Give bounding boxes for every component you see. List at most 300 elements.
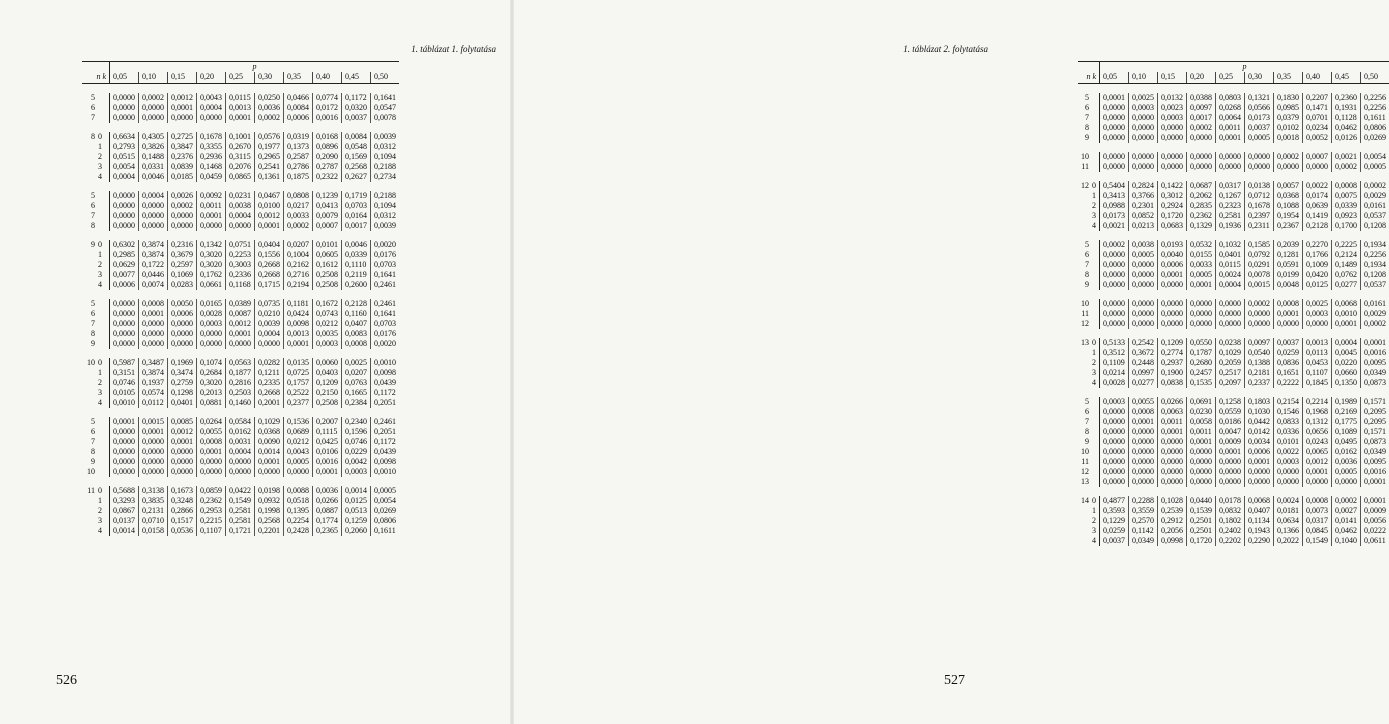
table-row bbox=[82, 398, 399, 408]
probability-cell: 0,0000 bbox=[110, 339, 139, 349]
probability-cell: 0,0027 bbox=[1332, 506, 1361, 516]
probability-cell: 0,0115 bbox=[226, 93, 255, 103]
probability-cell: 0,2597 bbox=[168, 260, 197, 270]
probability-cell: 0,0008 bbox=[1274, 299, 1303, 309]
probability-cell: 0,1517 bbox=[168, 516, 197, 526]
probability-cell: 0,1875 bbox=[284, 172, 313, 182]
probability-cell: 0,1229 bbox=[1100, 516, 1129, 526]
probability-cell: 0,0008 bbox=[139, 299, 168, 309]
row-n: 6 bbox=[91, 309, 95, 318]
page-number: 526 bbox=[56, 673, 77, 688]
probability-cell: 0,0000 bbox=[1100, 447, 1129, 457]
row-k: 2 bbox=[97, 152, 110, 162]
row-n bbox=[1078, 378, 1091, 388]
probability-cell: 0,0033 bbox=[284, 211, 313, 221]
row-n: 12 bbox=[1081, 181, 1089, 190]
probability-cell: 0,1028 bbox=[1158, 496, 1187, 506]
row-n: 9 bbox=[91, 457, 95, 466]
probability-cell: 0,2787 bbox=[313, 162, 342, 172]
probability-cell: 0,0873 bbox=[1361, 437, 1389, 447]
probability-cell: 0,0865 bbox=[226, 172, 255, 182]
row-k bbox=[1091, 133, 1100, 143]
probability-cell: 0,0422 bbox=[226, 486, 255, 496]
probability-cell: 0,2542 bbox=[1129, 338, 1158, 348]
probability-cell: 0,1934 bbox=[1361, 260, 1389, 270]
column-header: 0,50 bbox=[371, 72, 400, 84]
probability-cell: 0,0001 bbox=[1216, 133, 1245, 143]
probability-cell: 0,1665 bbox=[342, 388, 371, 398]
probability-cell: 0,0388 bbox=[1187, 93, 1216, 103]
probability-cell: 0,0054 bbox=[371, 496, 400, 506]
probability-cell: 0,2965 bbox=[255, 152, 284, 162]
probability-cell: 0,2384 bbox=[342, 398, 371, 408]
probability-cell: 0,0000 bbox=[139, 339, 168, 349]
probability-cell: 0,0336 bbox=[1274, 427, 1303, 437]
column-header: 0,50 bbox=[1361, 72, 1389, 84]
probability-cell: 0,1585 bbox=[1245, 240, 1274, 250]
row-n: 10 bbox=[1081, 299, 1089, 308]
probability-cell: 0,0008 bbox=[1303, 496, 1332, 506]
probability-cell: 0,1611 bbox=[1361, 113, 1389, 123]
probability-cell: 0,0559 bbox=[1216, 407, 1245, 417]
group-spacer bbox=[82, 349, 399, 358]
row-k bbox=[1091, 103, 1100, 113]
probability-cell: 0,0277 bbox=[1332, 280, 1361, 290]
probability-cell: 0,0259 bbox=[1100, 526, 1129, 536]
row-k: 4 bbox=[97, 526, 110, 536]
table-row bbox=[82, 221, 399, 231]
row-k bbox=[1091, 457, 1100, 467]
probability-cell: 0,0282 bbox=[255, 358, 284, 368]
probability-cell: 0,0036 bbox=[1332, 457, 1361, 467]
probability-cell: 0,0001 bbox=[1361, 496, 1389, 506]
probability-cell: 0,0000 bbox=[1129, 152, 1158, 162]
probability-cell: 0,0042 bbox=[342, 457, 371, 467]
probability-cell: 0,0045 bbox=[1332, 348, 1361, 358]
probability-cell: 0,0000 bbox=[1158, 299, 1187, 309]
probability-cell: 0,2501 bbox=[1187, 516, 1216, 526]
row-n bbox=[1078, 516, 1091, 526]
probability-cell: 0,0440 bbox=[1187, 496, 1216, 506]
table-row bbox=[1078, 280, 1389, 290]
column-header: 0,45 bbox=[1332, 72, 1361, 84]
row-k bbox=[1091, 427, 1100, 437]
row-n: 6 bbox=[91, 427, 95, 436]
row-k: 0 bbox=[1091, 496, 1100, 506]
probability-cell: 0,0034 bbox=[1245, 437, 1274, 447]
table-row bbox=[82, 152, 399, 162]
probability-cell: 0,0331 bbox=[139, 162, 168, 172]
probability-cell: 0,2059 bbox=[1216, 358, 1245, 368]
probability-cell: 0,2461 bbox=[371, 280, 400, 290]
probability-cell: 0,0001 bbox=[255, 221, 284, 231]
probability-cell: 0,0881 bbox=[197, 398, 226, 408]
table-row bbox=[1078, 397, 1389, 407]
nk-label: n k bbox=[1078, 72, 1100, 84]
row-n: 9 bbox=[1085, 437, 1089, 446]
probability-cell: 0,0264 bbox=[197, 417, 226, 427]
probability-cell: 0,1787 bbox=[1187, 348, 1216, 358]
table-row bbox=[82, 516, 399, 526]
probability-cell: 0,0000 bbox=[1129, 447, 1158, 457]
probability-cell: 0,0000 bbox=[1216, 457, 1245, 467]
probability-cell: 0,0001 bbox=[313, 467, 342, 477]
row-n bbox=[1078, 506, 1091, 516]
probability-cell: 0,0100 bbox=[255, 201, 284, 211]
row-k bbox=[1091, 123, 1100, 133]
row-k bbox=[97, 103, 110, 113]
probability-cell: 0,0021 bbox=[1332, 152, 1361, 162]
table-row bbox=[82, 211, 399, 221]
probability-cell: 0,0312 bbox=[371, 142, 400, 152]
probability-cell: 0,0317 bbox=[1303, 516, 1332, 526]
probability-cell: 0,0055 bbox=[1129, 397, 1158, 407]
probability-cell: 0,0050 bbox=[168, 299, 197, 309]
probability-cell: 0,0932 bbox=[255, 496, 284, 506]
probability-cell: 0,0413 bbox=[313, 201, 342, 211]
group-spacer bbox=[1078, 172, 1389, 181]
row-n bbox=[82, 368, 97, 378]
column-header: 0,10 bbox=[139, 72, 168, 84]
probability-cell: 0,0102 bbox=[1274, 123, 1303, 133]
probability-cell: 0,1998 bbox=[255, 506, 284, 516]
table-row bbox=[1078, 378, 1389, 388]
row-n: 5 bbox=[1085, 93, 1089, 102]
probability-cell: 0,1040 bbox=[1332, 536, 1361, 546]
probability-cell: 0,0000 bbox=[110, 103, 139, 113]
probability-cell: 0,0000 bbox=[139, 467, 168, 477]
probability-cell: 0,0031 bbox=[226, 437, 255, 447]
probability-cell: 0,2786 bbox=[284, 162, 313, 172]
row-k bbox=[97, 319, 110, 329]
probability-cell: 0,3003 bbox=[226, 260, 255, 270]
probability-cell: 0,1032 bbox=[1216, 240, 1245, 250]
probability-cell: 0,0000 bbox=[255, 339, 284, 349]
binomial-table bbox=[82, 61, 399, 536]
probability-cell: 0,0001 bbox=[226, 113, 255, 123]
probability-cell: 0,0639 bbox=[1303, 201, 1332, 211]
probability-cell: 0,1571 bbox=[1361, 427, 1389, 437]
probability-cell: 0,0000 bbox=[110, 191, 139, 201]
table-row bbox=[1078, 113, 1389, 123]
probability-cell: 0,1029 bbox=[1216, 348, 1245, 358]
probability-cell: 0,0277 bbox=[1129, 378, 1158, 388]
row-k: 3 bbox=[97, 270, 110, 280]
probability-cell: 0,0068 bbox=[1332, 299, 1361, 309]
probability-cell: 0,0000 bbox=[1100, 162, 1129, 172]
probability-cell: 0,2670 bbox=[226, 142, 255, 152]
probability-cell: 0,0029 bbox=[1361, 191, 1389, 201]
probability-cell: 0,0098 bbox=[284, 319, 313, 329]
probability-cell: 0,0008 bbox=[342, 339, 371, 349]
probability-cell: 0,4305 bbox=[139, 132, 168, 142]
probability-cell: 0,3115 bbox=[226, 152, 255, 162]
table-row bbox=[82, 417, 399, 427]
table-caption: 1. táblázat 1. folytatása bbox=[411, 44, 496, 54]
probability-cell: 0,0000 bbox=[1129, 467, 1158, 477]
probability-cell: 0,2323 bbox=[1216, 201, 1245, 211]
probability-cell: 0,0057 bbox=[1274, 181, 1303, 191]
row-k: 3 bbox=[1091, 526, 1100, 536]
probability-cell: 0,0002 bbox=[1245, 299, 1274, 309]
row-n: 5 bbox=[91, 417, 95, 426]
table-row bbox=[82, 427, 399, 437]
probability-cell: 0,3593 bbox=[1100, 506, 1129, 516]
row-k: 4 bbox=[1091, 536, 1100, 546]
probability-cell: 0,0735 bbox=[255, 299, 284, 309]
probability-cell: 0,1719 bbox=[342, 191, 371, 201]
probability-cell: 0,2668 bbox=[255, 260, 284, 270]
probability-cell: 0,0002 bbox=[1361, 319, 1389, 329]
probability-cell: 0,2128 bbox=[1303, 221, 1332, 231]
column-header: 0,35 bbox=[284, 72, 313, 84]
probability-cell: 0,0063 bbox=[1158, 407, 1187, 417]
row-k: 1 bbox=[1091, 348, 1100, 358]
column-header: 0,45 bbox=[342, 72, 371, 84]
table-row bbox=[1078, 437, 1389, 447]
row-n: 9 bbox=[1085, 280, 1089, 289]
probability-cell: 0,2367 bbox=[1274, 221, 1303, 231]
probability-cell: 0,0320 bbox=[342, 103, 371, 113]
probability-cell: 0,0442 bbox=[1245, 417, 1274, 427]
row-k: 1 bbox=[1091, 191, 1100, 201]
probability-cell: 0,0000 bbox=[1303, 319, 1332, 329]
probability-cell: 0,1259 bbox=[342, 516, 371, 526]
probability-cell: 0,0808 bbox=[284, 191, 313, 201]
probability-cell: 0,0004 bbox=[1332, 338, 1361, 348]
page-number: 527 bbox=[944, 673, 965, 688]
probability-cell: 0,0683 bbox=[1158, 221, 1187, 231]
table-row bbox=[82, 299, 399, 309]
probability-cell: 0,1030 bbox=[1245, 407, 1274, 417]
probability-cell: 0,0001 bbox=[1100, 93, 1129, 103]
row-n bbox=[82, 526, 97, 536]
probability-cell: 0,0000 bbox=[284, 467, 313, 477]
probability-cell: 0,1549 bbox=[226, 496, 255, 506]
probability-cell: 0,0000 bbox=[110, 457, 139, 467]
row-k: 1 bbox=[97, 142, 110, 152]
probability-cell: 0,0000 bbox=[1187, 133, 1216, 143]
probability-cell: 0,1830 bbox=[1274, 93, 1303, 103]
probability-cell: 0,0000 bbox=[139, 329, 168, 339]
probability-cell: 0,0806 bbox=[371, 516, 400, 526]
probability-cell: 0,0217 bbox=[284, 201, 313, 211]
probability-cell: 0,0075 bbox=[1332, 191, 1361, 201]
probability-cell: 0,2194 bbox=[284, 280, 313, 290]
probability-cell: 0,0000 bbox=[1187, 152, 1216, 162]
table-row bbox=[1078, 368, 1389, 378]
probability-cell: 0,0859 bbox=[197, 486, 226, 496]
probability-cell: 0,2936 bbox=[197, 152, 226, 162]
probability-cell: 0,0000 bbox=[1129, 162, 1158, 172]
probability-cell: 0,0000 bbox=[110, 93, 139, 103]
probability-cell: 0,0095 bbox=[1361, 358, 1389, 368]
probability-cell: 0,2288 bbox=[1129, 496, 1158, 506]
probability-cell: 0,2461 bbox=[371, 299, 400, 309]
row-k bbox=[97, 339, 110, 349]
probability-cell: 0,0088 bbox=[284, 486, 313, 496]
table-row bbox=[82, 309, 399, 319]
table-row bbox=[1078, 123, 1389, 133]
probability-cell: 0,2816 bbox=[226, 378, 255, 388]
probability-cell: 0,1845 bbox=[1303, 378, 1332, 388]
row-k bbox=[1091, 467, 1100, 477]
probability-cell: 0,2340 bbox=[342, 417, 371, 427]
probability-cell: 0,0000 bbox=[1187, 299, 1216, 309]
table-row bbox=[82, 388, 399, 398]
probability-cell: 0,3293 bbox=[110, 496, 139, 506]
probability-cell: 0,0000 bbox=[1158, 477, 1187, 487]
probability-cell: 0,0000 bbox=[1129, 260, 1158, 270]
column-header: 0,20 bbox=[197, 72, 226, 84]
table-row bbox=[82, 103, 399, 113]
probability-cell: 0,0867 bbox=[110, 506, 139, 516]
probability-cell: 0,0026 bbox=[168, 191, 197, 201]
probability-cell: 0,0923 bbox=[1332, 211, 1361, 221]
probability-cell: 0,1546 bbox=[1274, 407, 1303, 417]
probability-cell: 0,0174 bbox=[1303, 191, 1332, 201]
row-k bbox=[97, 299, 110, 309]
probability-cell: 0,0010 bbox=[371, 358, 400, 368]
table-row bbox=[1078, 338, 1389, 348]
probability-cell: 0,0085 bbox=[168, 417, 197, 427]
probability-cell: 0,0001 bbox=[110, 417, 139, 427]
probability-cell: 0,0000 bbox=[1187, 319, 1216, 329]
row-n bbox=[82, 152, 97, 162]
row-n bbox=[82, 260, 97, 270]
probability-cell: 0,0550 bbox=[1187, 338, 1216, 348]
probability-cell: 0,0000 bbox=[1100, 280, 1129, 290]
probability-cell: 0,0000 bbox=[255, 467, 284, 477]
probability-cell: 0,0173 bbox=[1100, 211, 1129, 221]
probability-table bbox=[82, 61, 399, 536]
probability-cell: 0,0319 bbox=[284, 132, 313, 142]
row-n: 11 bbox=[1081, 457, 1089, 466]
probability-cell: 0,1142 bbox=[1129, 526, 1158, 536]
row-k bbox=[97, 191, 110, 201]
table-row bbox=[1078, 477, 1389, 487]
probability-cell: 0,0056 bbox=[1361, 516, 1389, 526]
probability-cell: 0,0000 bbox=[1158, 123, 1187, 133]
column-header: 0,15 bbox=[168, 72, 197, 84]
probability-cell: 0,0014 bbox=[342, 486, 371, 496]
probability-cell: 0,2924 bbox=[1158, 201, 1187, 211]
probability-cell: 0,0591 bbox=[1274, 260, 1303, 270]
probability-cell: 0,2508 bbox=[313, 270, 342, 280]
row-n: 11 bbox=[87, 486, 95, 495]
row-k: 0 bbox=[97, 132, 110, 142]
probability-cell: 0,0000 bbox=[1158, 437, 1187, 447]
row-n: 7 bbox=[91, 319, 95, 328]
probability-cell: 0,2668 bbox=[255, 270, 284, 280]
probability-cell: 0,0006 bbox=[1245, 447, 1274, 457]
probability-cell: 0,0113 bbox=[1303, 348, 1332, 358]
probability-cell: 0,1004 bbox=[284, 250, 313, 260]
row-k: 0 bbox=[97, 240, 110, 250]
probability-cell: 0,0005 bbox=[1361, 162, 1389, 172]
table-row bbox=[1078, 536, 1389, 546]
probability-cell: 0,0161 bbox=[1361, 299, 1389, 309]
probability-cell: 0,0746 bbox=[342, 437, 371, 447]
probability-cell: 0,1267 bbox=[1216, 191, 1245, 201]
probability-cell: 0,0269 bbox=[371, 506, 400, 516]
probability-cell: 0,0000 bbox=[1274, 162, 1303, 172]
table-row bbox=[82, 260, 399, 270]
probability-cell: 0,2587 bbox=[284, 152, 313, 162]
probability-cell: 0,0036 bbox=[313, 486, 342, 496]
probability-cell: 0,0002 bbox=[1332, 496, 1361, 506]
probability-cell: 0,0010 bbox=[371, 467, 400, 477]
row-k bbox=[1091, 93, 1100, 103]
probability-cell: 0,0000 bbox=[1129, 113, 1158, 123]
row-k bbox=[97, 427, 110, 437]
probability-cell: 0,0283 bbox=[168, 280, 197, 290]
probability-cell: 0,2188 bbox=[371, 191, 400, 201]
probability-cell: 0,0712 bbox=[1245, 191, 1274, 201]
probability-cell: 0,0832 bbox=[1216, 506, 1245, 516]
probability-cell: 0,0000 bbox=[1245, 319, 1274, 329]
probability-cell: 0,2541 bbox=[255, 162, 284, 172]
row-n: 12 bbox=[1081, 319, 1089, 328]
row-k: 4 bbox=[97, 398, 110, 408]
probability-cell: 0,0141 bbox=[1332, 516, 1361, 526]
table-row bbox=[82, 496, 399, 506]
probability-cell: 0,0092 bbox=[197, 191, 226, 201]
probability-cell: 0,0021 bbox=[1100, 221, 1129, 231]
row-k bbox=[97, 457, 110, 467]
probability-cell: 0,2128 bbox=[342, 299, 371, 309]
group-spacer bbox=[1078, 329, 1389, 338]
probability-cell: 0,0540 bbox=[1245, 348, 1274, 358]
probability-cell: 0,1209 bbox=[1158, 338, 1187, 348]
row-k: 3 bbox=[97, 516, 110, 526]
probability-cell: 0,3874 bbox=[139, 250, 168, 260]
probability-cell: 0,0000 bbox=[1187, 467, 1216, 477]
table-row bbox=[1078, 417, 1389, 427]
row-k: 4 bbox=[97, 280, 110, 290]
probability-cell: 0,1388 bbox=[1245, 358, 1274, 368]
probability-cell: 0,0002 bbox=[139, 93, 168, 103]
probability-cell: 0,0001 bbox=[1361, 338, 1389, 348]
probability-cell: 0,0035 bbox=[313, 329, 342, 339]
probability-cell: 0,3138 bbox=[139, 486, 168, 496]
probability-cell: 0,0097 bbox=[1245, 338, 1274, 348]
probability-cell: 0,0214 bbox=[1100, 368, 1129, 378]
probability-cell: 0,0001 bbox=[1187, 280, 1216, 290]
probability-cell: 0,0446 bbox=[139, 270, 168, 280]
probability-cell: 0,0000 bbox=[1100, 270, 1129, 280]
probability-cell: 0,0138 bbox=[1245, 181, 1274, 191]
row-k bbox=[1091, 280, 1100, 290]
probability-cell: 0,0238 bbox=[1216, 338, 1245, 348]
probability-cell: 0,0020 bbox=[371, 240, 400, 250]
probability-cell: 0,0028 bbox=[197, 309, 226, 319]
probability-cell: 0,2056 bbox=[1158, 526, 1187, 536]
group-spacer bbox=[1078, 290, 1389, 299]
probability-cell: 0,0001 bbox=[197, 211, 226, 221]
row-n bbox=[1078, 201, 1091, 211]
row-n bbox=[82, 398, 97, 408]
probability-cell: 0,1641 bbox=[371, 309, 400, 319]
probability-cell: 0,3487 bbox=[139, 358, 168, 368]
probability-cell: 0,0000 bbox=[1187, 162, 1216, 172]
probability-cell: 0,0000 bbox=[226, 457, 255, 467]
probability-cell: 0,1239 bbox=[313, 191, 342, 201]
row-n bbox=[82, 378, 97, 388]
probability-cell: 0,3826 bbox=[139, 142, 168, 152]
probability-cell: 0,0566 bbox=[1245, 103, 1274, 113]
probability-cell: 0,0703 bbox=[371, 319, 400, 329]
